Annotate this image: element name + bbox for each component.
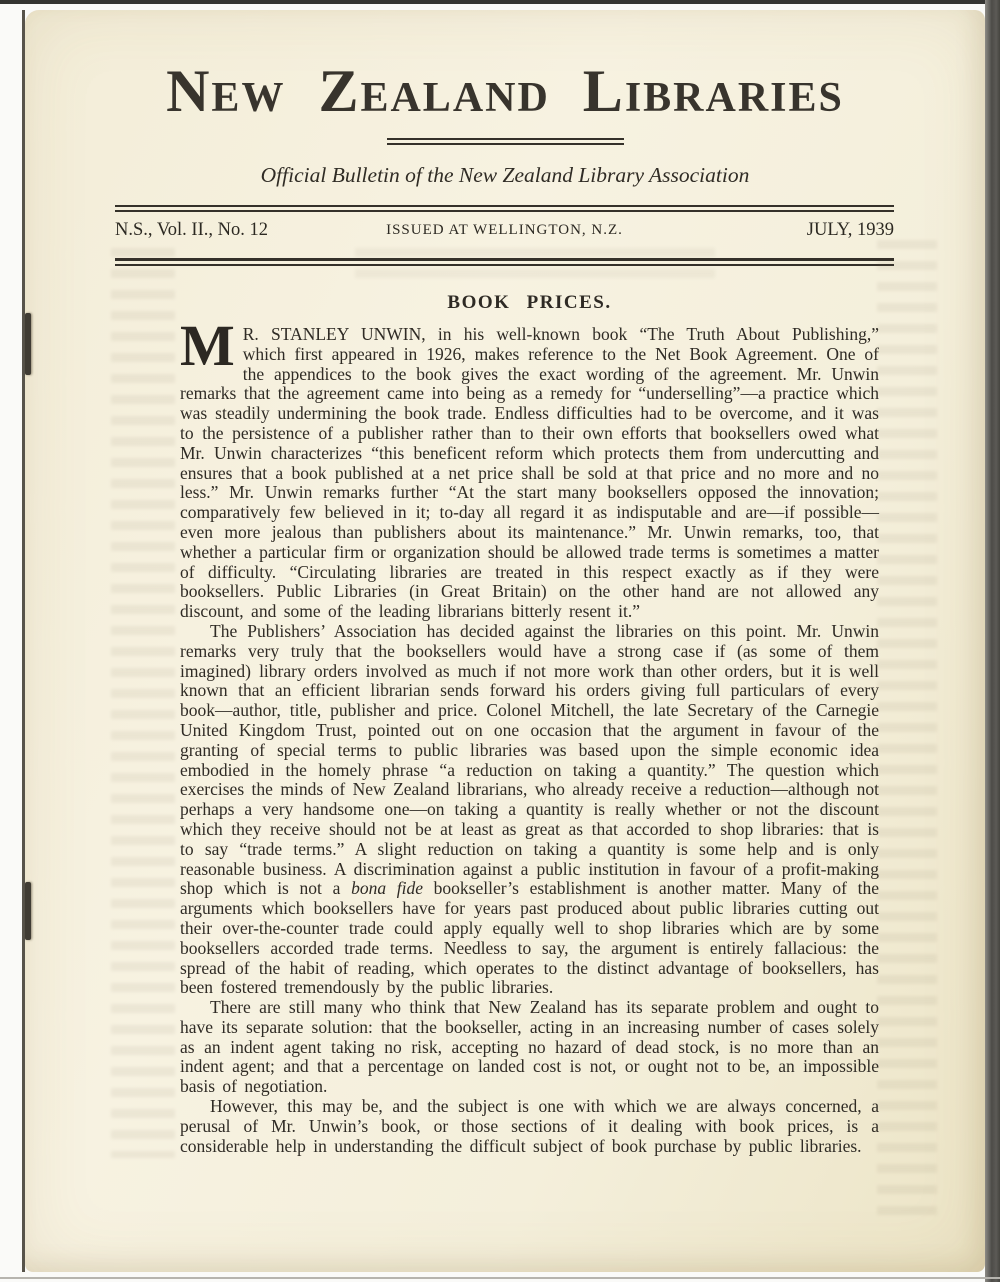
issue-place: ISSUED AT WELLINGTON, N.Z. (386, 222, 623, 238)
header-rule-lower (115, 258, 894, 266)
issue-date: JULY, 1939 (806, 220, 894, 240)
staple-bottom (25, 882, 31, 940)
paragraph-2-text-after: bookseller’s establishment is another matter. Many of the arguments which booksellers have for years past produced about public libraries cutting out their over-the-counter trade could apply equally well to shop libraries which are by some booksellers accorded trade terms. Needless to say, the argument is entirely fallacious: the spread of the habit of reading, which operates to the distinct advantage of booksellers, has been fostered tremendously by the public libraries. (180, 878, 879, 998)
masthead-subtitle: Official Bulletin of the New Zealand Library Association (260, 163, 750, 187)
paragraph-4: However, this may be, and the subject is one with which we are always concerned, a perusal of Mr. Unwin’s book, or those sections of it dealing with book prices, is a considerable help in understanding the difficult subject of book purchase by public libraries. (180, 1096, 879, 1156)
paragraph-2-text-before: The Publishers’ Association has decided against the libraries on this point. Mr. Unwin remarks very truly that the booksellers would have a strong case if (as some of them imagined) library orders involved as much if not more work than other orders, but it is well known that an efficient librarian sends forward his orders giving full particulars of every book—author, title, publisher and price. Colonel Mitchell, the late Secretary of the Carnegie United Kingdom Trust, pointed out on one occasion that the argument in favour of the granting of special terms to public libraries was based upon the simple economic idea embodied in the homely phrase “a reduction on taking a quantity.” The question which exercises the minds of New Zealand librarians, who already receive a reduction—although not perhaps a very handsome one—on taking a quantity is really whether or not the discount which they receive should not be at least as great as that accorded to shop libraries: that is to say “trade terms.” A slight reduction on taking a quantity is some help and is only reasonable business. A discrimination against a public institution in favour of a profit-making shop which is not a (180, 620, 879, 899)
article-title: BOOK PRICES. (447, 292, 612, 313)
issue-line (115, 219, 894, 241)
scanner-edge-right (985, 0, 1000, 1282)
masthead-title: New Zealand Libraries (166, 58, 844, 124)
article-book-prices (180, 292, 879, 1156)
masthead-rule (387, 138, 624, 145)
paragraph-1-text: R. STANLEY UNWIN, in his well-known book “The Truth About Publishing,” which first appeared in 1926, makes reference to the Net Book Agreement. One of the appendices to the book gives the exact wording of the agreement. Mr. Unwin remarks that the agreement came into being as a remedy for “underselling”—a practice which was steadily undermining the book trade. Endless difficulties had to be overcome, and it was to the persistence of a publisher rather than to their own efforts that booksellers owed what Mr. Unwin characterizes “this beneficent reform which protects them from undercutting and ensures that a book published at a net price shall be sold at that price and no more and no less.” Mr. Unwin remarks further “At the start many booksellers opposed the innovation; comparatively few believed in it; to-day all regard it as indisputable and are—if possible—even more jealous than publishers about its maintenance.” Mr. Unwin remarks, too, that whether a particular firm or organization should be allowed trade terms is sometimes a matter of difficulty. “Circulating libraries are treated in this respect exactly as if they were booksellers. Public Libraries (in Great Britain) on the other hand are not allowed any discount, and some of the leading librarians bitterly resent it.” (180, 324, 879, 622)
scanner-edge-top (0, 0, 1000, 4)
issue-volume: N.S., Vol. II., No. 12 (115, 220, 268, 240)
bona-fide-italic: bona fide (351, 878, 423, 899)
masthead (25, 10, 985, 266)
paragraph-3: There are still many who think that New Zealand has its separate problem and ought to have its separate solution: that the bookseller, acting in an increasing number of cases solely as an indent agent taking no risk, accepting no hazard of dead stock, is no more than an indent agent; and that a percentage on landed cost is not, or ought not to be, an impossible basis of negotiation. (180, 997, 879, 1097)
staple-top (25, 313, 31, 375)
scanner-edge-bottom (0, 1277, 1000, 1279)
bulletin-page (25, 10, 985, 1272)
showthrough-left (111, 248, 175, 1158)
dropcap-m: M (180, 313, 235, 378)
paragraph-2 (180, 622, 879, 998)
showthrough-right (877, 240, 937, 1220)
header-rule-upper (115, 205, 894, 212)
paragraph-1 (180, 313, 879, 622)
